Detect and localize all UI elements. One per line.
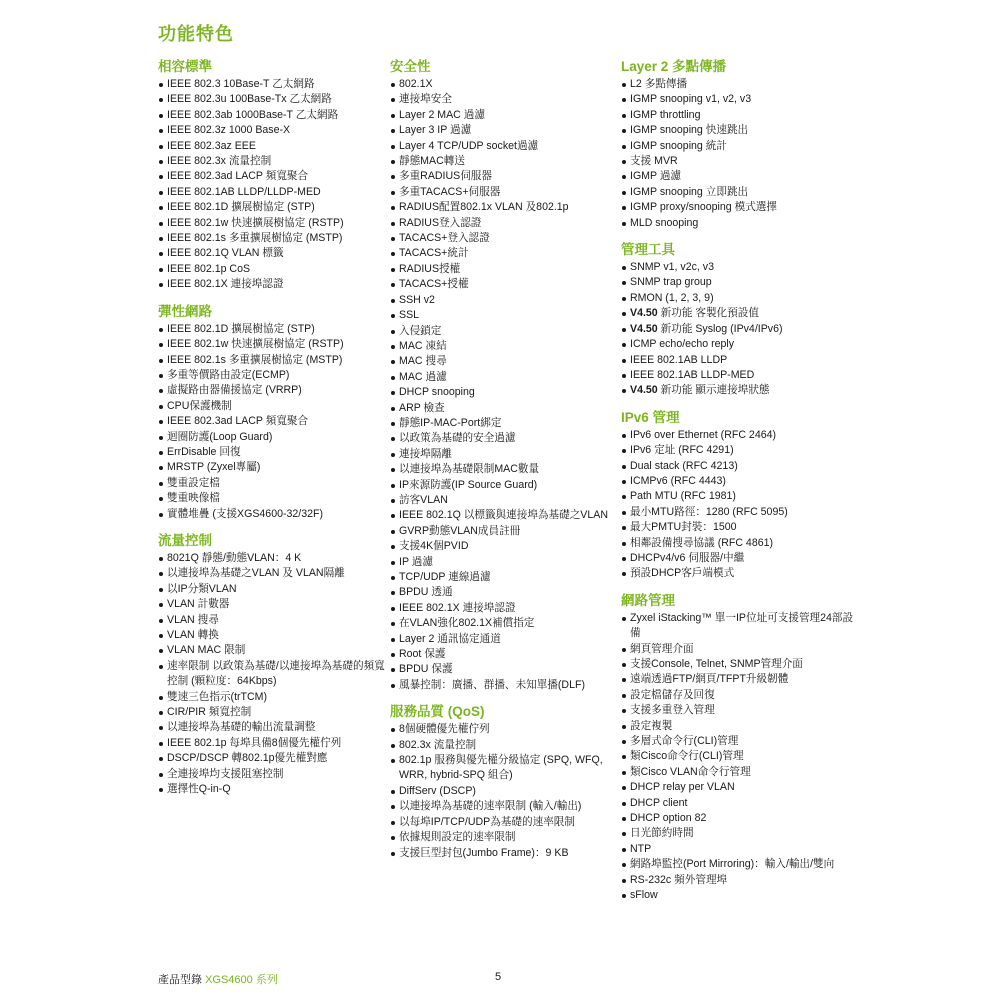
feature-item: IEEE 802.3az EEE — [158, 139, 388, 154]
feature-item: MRSTP (Zyxel專屬) — [158, 460, 388, 475]
feature-list — [390, 722, 620, 861]
feature-item: IEEE 802.3ab 1000Base-T 乙太網路 — [158, 108, 388, 123]
feature-item: DHCP snooping — [390, 385, 620, 400]
feature-item: SNMP trap group — [621, 275, 861, 290]
feature-section — [621, 592, 861, 904]
feature-item: RADIUS登入認證 — [390, 216, 620, 231]
feature-item: 網路埠監控(Port Mirroring)：輸入/輸出/雙向 — [621, 857, 861, 872]
feature-item: 實體堆疊 (支援XGS4600-32/32F) — [158, 507, 388, 522]
feature-text: 新功能 客製化預設值 — [657, 307, 759, 320]
feature-item: IEEE 802.1X 連接埠認證 — [390, 601, 620, 616]
feature-section — [158, 532, 388, 798]
feature-item: MAC 搜尋 — [390, 354, 620, 369]
column-3 — [621, 58, 861, 904]
feature-item: Layer 2 通訊協定通道 — [390, 632, 620, 647]
feature-item: 日光節約時間 — [621, 826, 861, 841]
feature-item: 8021Q 靜態/動態VLAN：4 K — [158, 551, 388, 566]
feature-item: 在VLAN強化802.1X補償指定 — [390, 616, 620, 631]
feature-item: 連接埠安全 — [390, 92, 620, 107]
feature-item: IEEE 802.3ad LACP 頻寬聚合 — [158, 414, 388, 429]
feature-item: 全連接埠均支援阻塞控制 — [158, 767, 388, 782]
feature-item: 802.1p 服務與優先權分級協定 (SPQ, WFQ, WRR, hybrid-SPQ 組合) — [390, 753, 620, 784]
feature-item: 遠端透過FTP/網頁/TFPT升級韌體 — [621, 672, 861, 687]
feature-item: 設定檔儲存及回復 — [621, 688, 861, 703]
feature-item: DHCPv4/v6 伺服器/中繼 — [621, 551, 861, 566]
feature-section — [621, 241, 861, 399]
feature-item: IEEE 802.1p 每埠具備8個優先權佇列 — [158, 736, 388, 751]
feature-item: 選擇性Q-in-Q — [158, 782, 388, 797]
feature-item: 支援多重登入管理 — [621, 703, 861, 718]
feature-item: IEEE 802.1p CoS — [158, 262, 388, 277]
section-heading: 彈性網路 — [158, 303, 212, 319]
feature-item: 多重RADIUS伺服器 — [390, 169, 620, 184]
feature-item: IEEE 802.3x 流量控制 — [158, 154, 388, 169]
feature-item: MAC 過濾 — [390, 370, 620, 385]
feature-item: IEEE 802.1D 擴展樹協定 (STP) — [158, 322, 388, 337]
feature-item: 最大PMTU封裝：1500 — [621, 520, 861, 535]
feature-item: 8個硬體優先權佇列 — [390, 722, 620, 737]
feature-item: TACACS+登入認證 — [390, 231, 620, 246]
feature-list — [158, 551, 388, 798]
page-number: 5 — [495, 971, 502, 983]
feature-section — [621, 409, 861, 582]
feature-text: 新功能 顯示連接埠狀態 — [657, 384, 770, 397]
feature-item: 以連接埠為基礎的速率限制 (輸入/輸出) — [390, 799, 620, 814]
feature-item: 以每埠IP/TCP/UDP為基礎的速率限制 — [390, 815, 620, 830]
feature-item: DSCP/DSCP 轉802.1p優先權對應 — [158, 751, 388, 766]
feature-item: IPv6 over Ethernet (RFC 2464) — [621, 428, 861, 443]
feature-item: RS-232c 頻外管理埠 — [621, 873, 861, 888]
feature-list — [621, 611, 861, 904]
section-heading: Layer 2 多點傳播 — [621, 59, 727, 74]
feature-item: L2 多點傳播 — [621, 77, 861, 92]
feature-item: DHCP option 82 — [621, 811, 861, 826]
footer-label: 產品型錄 — [158, 974, 202, 986]
feature-item: IGMP 過濾 — [621, 169, 861, 184]
feature-item: VLAN 轉換 — [158, 628, 388, 643]
feature-item: BPDU 透通 — [390, 585, 620, 600]
feature-item: 預設DHCP客戶端模式 — [621, 566, 861, 581]
feature-section — [621, 58, 861, 231]
feature-item: VLAN 計數器 — [158, 597, 388, 612]
section-heading: 相容標準 — [158, 59, 212, 74]
feature-item: IEEE 802.1Q 以標籤與連接埠為基礎之VLAN — [390, 508, 620, 523]
column-1 — [158, 58, 388, 797]
feature-item: 類Cisco VLAN命令行管理 — [621, 765, 861, 780]
feature-item: IEEE 802.3z 1000 Base-X — [158, 123, 388, 138]
feature-item: 網頁管理介面 — [621, 642, 861, 657]
feature-item: GVRP動態VLAN成員註冊 — [390, 524, 620, 539]
section-heading: 網路管理 — [621, 592, 675, 608]
feature-item: 支援Console, Telnet, SNMP管理介面 — [621, 657, 861, 672]
feature-item: IGMP proxy/snooping 模式選擇 — [621, 200, 861, 215]
feature-item: IEEE 802.1AB LLDP/LLDP-MED — [158, 185, 388, 200]
feature-list — [621, 428, 861, 582]
feature-item: IEEE 802.3ad LACP 頻寬聚合 — [158, 169, 388, 184]
feature-item: TACACS+統計 — [390, 246, 620, 261]
feature-item: DHCP relay per VLAN — [621, 780, 861, 795]
feature-item: 802.1X — [390, 77, 620, 92]
feature-item: DiffServ (DSCP) — [390, 784, 620, 799]
feature-item: IGMP throttling — [621, 108, 861, 123]
feature-item: 靜態IP-MAC-Port綁定 — [390, 416, 620, 431]
version-badge: V4.50 — [630, 322, 658, 335]
feature-item: 多重等價路由設定(ECMP) — [158, 368, 388, 383]
feature-item: 多層式命令行(CLI)管理 — [621, 734, 861, 749]
feature-item: 雙速三色指示(trTCM) — [158, 690, 388, 705]
feature-item: RADIUS配置802.1x VLAN 及802.1p — [390, 200, 620, 215]
feature-item: Root 保護 — [390, 647, 620, 662]
footer-series: XGS4600 系列 — [205, 974, 278, 986]
feature-item: 支援4K個PVID — [390, 539, 620, 554]
feature-item: IGMP snooping v1, v2, v3 — [621, 92, 861, 107]
feature-item: 多重TACACS+伺服器 — [390, 185, 620, 200]
feature-item: 靜態MAC轉送 — [390, 154, 620, 169]
feature-list — [158, 322, 388, 522]
feature-item: 以政策為基礎的安全過濾 — [390, 431, 620, 446]
feature-item: ICMP echo/echo reply — [621, 337, 861, 352]
feature-item: BPDU 保護 — [390, 662, 620, 677]
feature-item: sFlow — [621, 888, 861, 903]
feature-item: TACACS+授權 — [390, 277, 620, 292]
feature-item: VLAN MAC 限制 — [158, 643, 388, 658]
feature-item: IEEE 802.3u 100Base-Tx 乙太網路 — [158, 92, 388, 107]
feature-list — [390, 77, 620, 693]
feature-item: Dual stack (RFC 4213) — [621, 459, 861, 474]
feature-item: 速率限制 以政策為基礎/以連接埠為基礎的頻寬控制 (顆粒度：64Kbps) — [158, 659, 388, 690]
feature-item: ICMPv6 (RFC 4443) — [621, 474, 861, 489]
feature-item: 最小MTU路徑：1280 (RFC 5095) — [621, 505, 861, 520]
feature-item: ErrDisable 回復 — [158, 445, 388, 460]
feature-item: 雙重映像檔 — [158, 491, 388, 506]
feature-item: IEEE 802.1AB LLDP-MED — [621, 368, 861, 383]
feature-item: 以連接埠為基礎的輸出流量調整 — [158, 720, 388, 735]
feature-list — [621, 260, 861, 399]
feature-item: Zyxel iStacking™ 單一IP位址可支援管理24部設備 — [621, 611, 861, 642]
feature-item: VLAN 搜尋 — [158, 613, 388, 628]
feature-item: 相鄰設備搜尋協議 (RFC 4861) — [621, 536, 861, 551]
feature-item: 迴圈防護(Loop Guard) — [158, 430, 388, 445]
feature-item: 以IP分類VLAN — [158, 582, 388, 597]
feature-item: IPv6 定址 (RFC 4291) — [621, 443, 861, 458]
feature-item: IEEE 802.1w 快速擴展樹協定 (RSTP) — [158, 216, 388, 231]
feature-item: CPU保護機制 — [158, 399, 388, 414]
section-heading: 流量控制 — [158, 532, 212, 548]
page-title: 功能特色 — [158, 24, 234, 44]
feature-item: 支援 MVR — [621, 154, 861, 169]
feature-item: IP 過濾 — [390, 555, 620, 570]
feature-item: 類Cisco命令行(CLI)管理 — [621, 749, 861, 764]
feature-section — [390, 58, 620, 693]
feature-item: NTP — [621, 842, 861, 857]
version-badge: V4.50 — [630, 307, 658, 320]
feature-item: RMON (1, 2, 3, 9) — [621, 291, 861, 306]
feature-section — [158, 58, 388, 293]
feature-item: IEEE 802.1s 多重擴展樹協定 (MSTP) — [158, 353, 388, 368]
feature-list — [158, 77, 388, 293]
feature-section — [158, 303, 388, 522]
feature-item — [621, 383, 861, 398]
feature-item: CIR/PIR 頻寬控制 — [158, 705, 388, 720]
feature-section — [390, 703, 620, 861]
section-heading: 安全性 — [390, 59, 431, 74]
feature-item: Path MTU (RFC 1981) — [621, 489, 861, 504]
feature-item: MAC 凍結 — [390, 339, 620, 354]
feature-item: DHCP client — [621, 796, 861, 811]
feature-item: TCP/UDP 連線過濾 — [390, 570, 620, 585]
feature-item: 以連接埠為基礎之VLAN 及 VLAN隔離 — [158, 566, 388, 581]
feature-item: Layer 2 MAC 過濾 — [390, 108, 620, 123]
feature-item: 雙重設定檔 — [158, 476, 388, 491]
feature-item: IGMP snooping 立即跳出 — [621, 185, 861, 200]
feature-item — [621, 322, 861, 337]
feature-item: IEEE 802.1D 擴展樹協定 (STP) — [158, 200, 388, 215]
feature-item: 風暴控制：廣播、群播、未知單播(DLF) — [390, 678, 620, 693]
feature-item: 連接埠隔離 — [390, 447, 620, 462]
feature-item: Layer 3 IP 過濾 — [390, 123, 620, 138]
feature-item — [621, 306, 861, 321]
feature-item: MLD snooping — [621, 216, 861, 231]
feature-item: 以連接埠為基礎限制MAC數量 — [390, 462, 620, 477]
feature-item: SNMP v1, v2c, v3 — [621, 260, 861, 275]
feature-item: 虛擬路由器備援協定 (VRRP) — [158, 383, 388, 398]
feature-list — [621, 77, 861, 231]
version-badge: V4.50 — [630, 384, 658, 397]
feature-item: 訪客VLAN — [390, 493, 620, 508]
feature-item: IEEE 802.1Q VLAN 標籤 — [158, 246, 388, 261]
section-heading: 管理工具 — [621, 242, 675, 258]
feature-item: 802.3x 流量控制 — [390, 738, 620, 753]
feature-item: ARP 檢查 — [390, 401, 620, 416]
feature-item: IEEE 802.1X 連接埠認證 — [158, 277, 388, 292]
section-heading: IPv6 管理 — [621, 409, 680, 425]
section-heading: 服務品質 (QoS) — [390, 704, 485, 720]
feature-item: 依據規則設定的速率限制 — [390, 830, 620, 845]
feature-item: IEEE 802.1w 快速擴展樹協定 (RSTP) — [158, 337, 388, 352]
feature-text: 新功能 Syslog (IPv4/IPv6) — [657, 322, 783, 335]
feature-item: IGMP snooping 快速跳出 — [621, 123, 861, 138]
feature-item: 支援巨型封包(Jumbo Frame)：9 KB — [390, 846, 620, 861]
feature-item: IEEE 802.1s 多重擴展樹協定 (MSTP) — [158, 231, 388, 246]
feature-item: 設定複製 — [621, 719, 861, 734]
feature-item: IP來源防護(IP Source Guard) — [390, 478, 620, 493]
feature-item: IEEE 802.1AB LLDP — [621, 353, 861, 368]
column-2 — [390, 58, 620, 861]
feature-item: IEEE 802.3 10Base-T 乙太網路 — [158, 77, 388, 92]
footer-catalog — [158, 971, 278, 987]
feature-item: SSH v2 — [390, 293, 620, 308]
feature-item: 入侵鎖定 — [390, 324, 620, 339]
feature-item: IGMP snooping 統計 — [621, 139, 861, 154]
feature-item: SSL — [390, 308, 620, 323]
feature-item: RADIUS授權 — [390, 262, 620, 277]
feature-item: Layer 4 TCP/UDP socket過濾 — [390, 139, 620, 154]
